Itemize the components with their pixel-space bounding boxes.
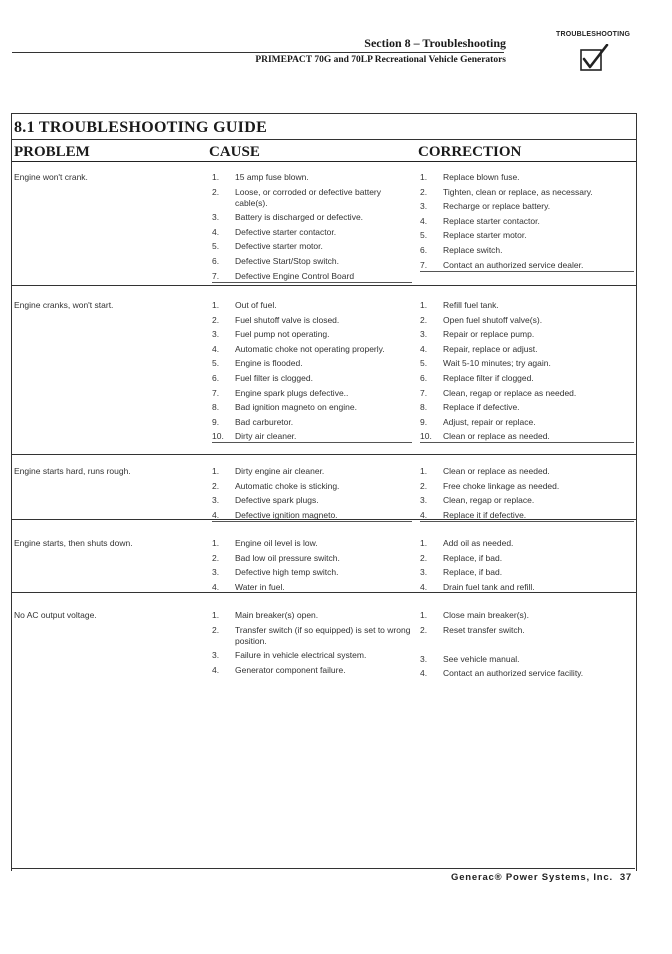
list-item: 6. Defective Start/Stop switch. (212, 255, 339, 266)
list-item: 3. Failure in vehicle electrical system. (212, 650, 367, 661)
correction-list (420, 610, 634, 683)
list-item: 8. Replace if defective. (420, 402, 520, 413)
list-item: 6. Replace switch. (420, 244, 503, 255)
correction-list (420, 300, 634, 447)
list-item: 7. Contact an authorized service dealer. (420, 260, 634, 272)
list-item: 2. Transfer switch (if so equipped) is set to wrong position. (212, 624, 411, 646)
cause-list (212, 172, 412, 286)
list-item: 1. Close main breaker(s). (420, 610, 529, 620)
list-item: 7. Defective Engine Control Board (212, 271, 412, 283)
list-item: 3. Clean, regap or replace. (420, 495, 535, 506)
column-header-cause: CAUSE (209, 144, 260, 160)
list-item: 1. Main breaker(s) open. (212, 610, 319, 620)
title-rule (12, 139, 636, 140)
list-item: 1. Clean or replace as needed. (420, 466, 550, 476)
document-subtitle: PRIMEPACT 70G and 70LP Recreational Vehicle Generators (255, 55, 506, 65)
correction-list (420, 466, 634, 525)
list-item: 4. Replace it if defective. (420, 510, 634, 522)
list-item: 2. Reset transfer switch. (420, 624, 525, 635)
list-item: 3. Fuel pump not operating. (212, 329, 330, 340)
list-item: 5. Replace starter motor. (420, 230, 527, 241)
list-item: 10. Clean or replace as needed. (420, 431, 634, 443)
cause-list (212, 466, 412, 525)
list-item: 1. Out of fuel. (212, 300, 277, 310)
troubleshooting-guide (11, 113, 637, 871)
list-item: 2. Automatic choke is sticking. (212, 480, 340, 491)
row-divider (12, 519, 636, 520)
list-item: 4. Defective starter contactor. (212, 226, 337, 237)
list-item: 5. Engine is flooded. (212, 358, 303, 369)
list-item: 5. Wait 5-10 minutes; try again. (420, 358, 551, 369)
list-item: 5. Defective starter motor. (212, 241, 323, 252)
correction-list (420, 538, 634, 596)
section-title: Section 8 – Troubleshooting (364, 36, 506, 50)
row-divider (12, 285, 636, 286)
list-item: 6. Fuel filter is clogged. (212, 372, 313, 383)
list-item: 2. Loose, or corroded or defective battery cable(s). (212, 186, 381, 208)
list-item: 3. Recharge or replace battery. (420, 201, 551, 212)
list-item: 1. Dirty engine air cleaner. (212, 466, 325, 476)
list-item: 3. Battery is discharged or defective. (212, 212, 364, 223)
column-header-problem: PROBLEM (14, 144, 90, 160)
list-item: 2. Replace, if bad. (420, 552, 503, 563)
list-item: 3. Replace, if bad. (420, 567, 503, 578)
list-item: 2. Fuel shutoff valve is closed. (212, 314, 340, 325)
list-item: 3. See vehicle manual. (420, 653, 520, 664)
page-footer (451, 872, 632, 883)
list-item: 1. Replace blown fuse. (420, 172, 520, 182)
footer-rule (11, 868, 635, 869)
list-item: 1. Add oil as needed. (420, 538, 514, 548)
problem-text: Engine starts hard, runs rough. (14, 466, 131, 476)
list-item: 3. Repair or replace pump. (420, 329, 535, 340)
list-item: 1. Refill fuel tank. (420, 300, 499, 310)
list-item: 2. Free choke linkage as needed. (420, 480, 560, 491)
header-rule-thick (12, 161, 636, 162)
list-item: 4. Repair, replace or adjust. (420, 343, 538, 354)
list-item: 4. Contact an authorized service facility. (420, 668, 584, 679)
list-item: 2. Bad low oil pressure switch. (212, 552, 340, 563)
footer-company: Generac® Power Systems, Inc. (451, 872, 613, 883)
correction-list (420, 172, 634, 275)
list-item: 4. Drain fuel tank and refill. (420, 581, 535, 592)
list-item: 1. Engine oil level is low. (212, 538, 318, 548)
list-item: 9. Adjust, repair or replace. (420, 416, 536, 427)
problem-text: No AC output voltage. (14, 610, 97, 620)
cause-list (212, 538, 412, 596)
list-item: 10. Dirty air cleaner. (212, 431, 412, 443)
list-item: 4. Replace starter contactor. (420, 215, 540, 226)
guide-title: 8.1 TROUBLESHOOTING GUIDE (14, 119, 268, 136)
list-item: 6. Replace filter if clogged. (420, 372, 534, 383)
cause-list (212, 300, 412, 447)
list-item: 7. Engine spark plugs defective.. (212, 387, 349, 398)
list-item: 4. Generator component failure. (212, 664, 346, 675)
list-item: 4. Automatic choke not operating properly. (212, 343, 385, 354)
checkbox-check-icon (580, 44, 610, 72)
page-number: 37 (619, 872, 632, 883)
cause-list (212, 610, 412, 679)
row-divider (12, 592, 636, 593)
list-item: 8. Bad ignition magneto on engine. (212, 402, 357, 413)
header-rule (12, 52, 504, 53)
problem-text: Engine won't crank. (14, 172, 88, 182)
list-item: 4. Defective ignition magneto. (212, 510, 412, 522)
list-item: 1. 15 amp fuse blown. (212, 172, 309, 182)
list-item: 2. Open fuel shutoff valve(s). (420, 314, 543, 325)
row-divider (12, 454, 636, 455)
list-item: 3. Defective high temp switch. (212, 567, 339, 578)
list-item: 2. Tighten, clean or replace, as necessary. (420, 186, 593, 197)
corner-section-label: TROUBLESHOOTING (556, 31, 631, 38)
list-item: 9. Bad carburetor. (212, 416, 294, 427)
problem-text: Engine starts, then shuts down. (14, 538, 133, 548)
column-header-correction: CORRECTION (418, 144, 522, 160)
list-item: 7. Clean, regap or replace as needed. (420, 387, 577, 398)
list-item: 3. Defective spark plugs. (212, 495, 319, 506)
problem-text: Engine cranks, won't start. (14, 300, 114, 310)
list-item: 4. Water in fuel. (212, 581, 285, 592)
